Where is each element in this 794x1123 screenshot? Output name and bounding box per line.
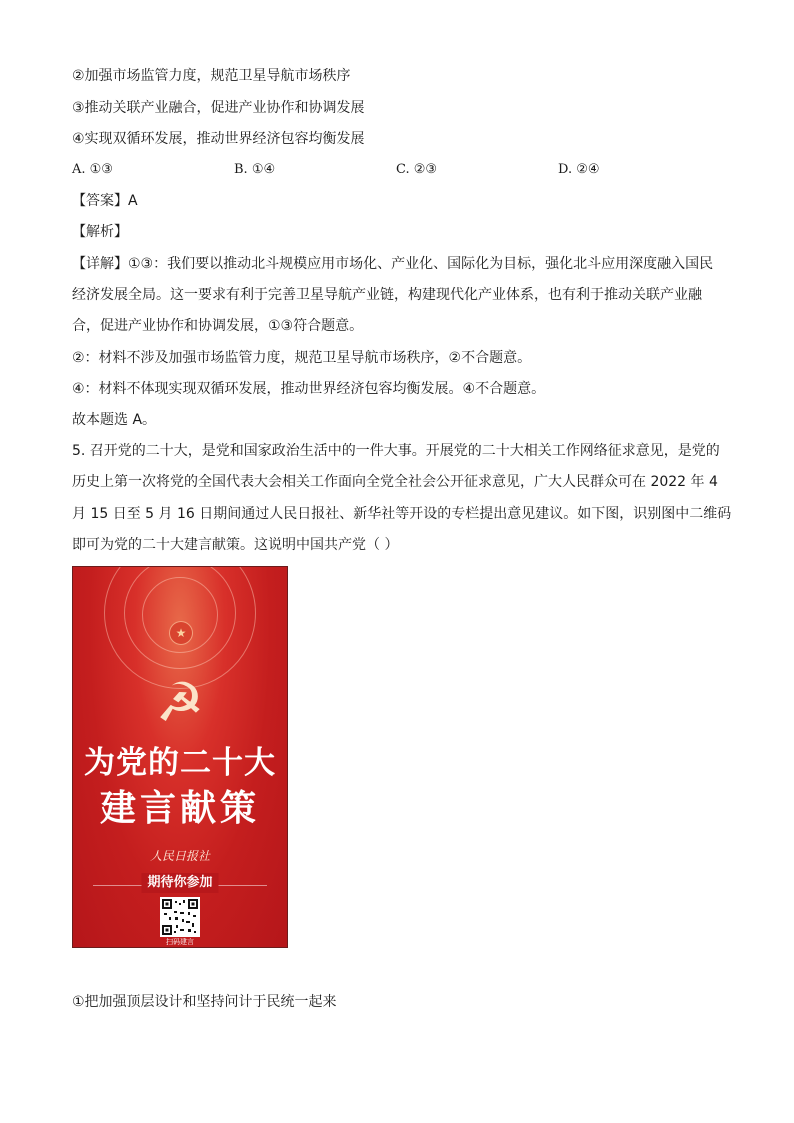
qr-caption: 扫码建言 (166, 938, 194, 946)
answer-line: 【答案】A (72, 193, 138, 209)
option-c: C. ②③ (396, 162, 438, 177)
option-1-line: ①把加强顶层设计和坚持问计于民统一起来 (72, 994, 337, 1010)
text-line: ②加强市场监管力度，规范卫星导航市场秩序 (72, 68, 351, 84)
option-a: A. ①③ (72, 162, 113, 177)
star-icon: ★ (169, 621, 193, 645)
text-line: ④实现双循环发展，推动世界经济包容均衡发展 (72, 131, 365, 147)
question-5-text: 5. 召开党的二十大，是党和国家政治生活中的一件大事。开展党的二十大相关工作网络征求意见，是党的 (72, 443, 720, 459)
question-5-text: 月 15 日至 5 月 16 日期间通过人民日报社、新华社等开设的专栏提出意见建议。如下图，识别图中二维码 (72, 506, 732, 522)
conclusion-line: 故本题选 A。 (72, 412, 157, 428)
option-d: D. ②④ (558, 162, 600, 177)
detail-line: 经济发展全局。这一要求有利于完善卫星导航产业链，构建现代化产业体系，也有利于推动关联产业融 (72, 287, 702, 303)
detail-line: ④：材料不体现实现双循环发展，推动世界经济包容均衡发展。④不合题意。 (72, 381, 546, 397)
poster-image (72, 566, 288, 948)
detail-line: 合，促进产业协作和协调发展，①③符合题意。 (72, 318, 364, 334)
question-5-text: 即可为党的二十大建言献策。这说明中国共产党（ ） (72, 537, 399, 553)
option-b: B. ①④ (234, 162, 276, 177)
analysis-heading: 【解析】 (72, 224, 128, 240)
hammer-sickle-icon: ☭ (155, 671, 205, 734)
poster-title-1: 为党的二十大 (84, 745, 276, 781)
brand-logo: 人民日报社 (149, 849, 210, 863)
text-line: ③推动关联产业融合，促进产业协作和协调发展 (72, 100, 365, 116)
detail-line: ②：材料不涉及加强市场监管力度，规范卫星导航市场秩序，②不合题意。 (72, 350, 532, 366)
question-5-text: 历史上第一次将党的全国代表大会相关工作面向全党全社会公开征求意见，广大人民群众可在 2022 年 4 (72, 474, 718, 490)
join-label: 期待你参加 (141, 873, 218, 893)
detail-line: 【详解】①③：我们要以推动北斗规模应用市场化、产业化、国际化为目标，强化北斗应用深度融入国民 (72, 256, 714, 272)
qr-code[interactable] (160, 897, 200, 937)
poster-title-2: 建言献策 (99, 788, 260, 829)
